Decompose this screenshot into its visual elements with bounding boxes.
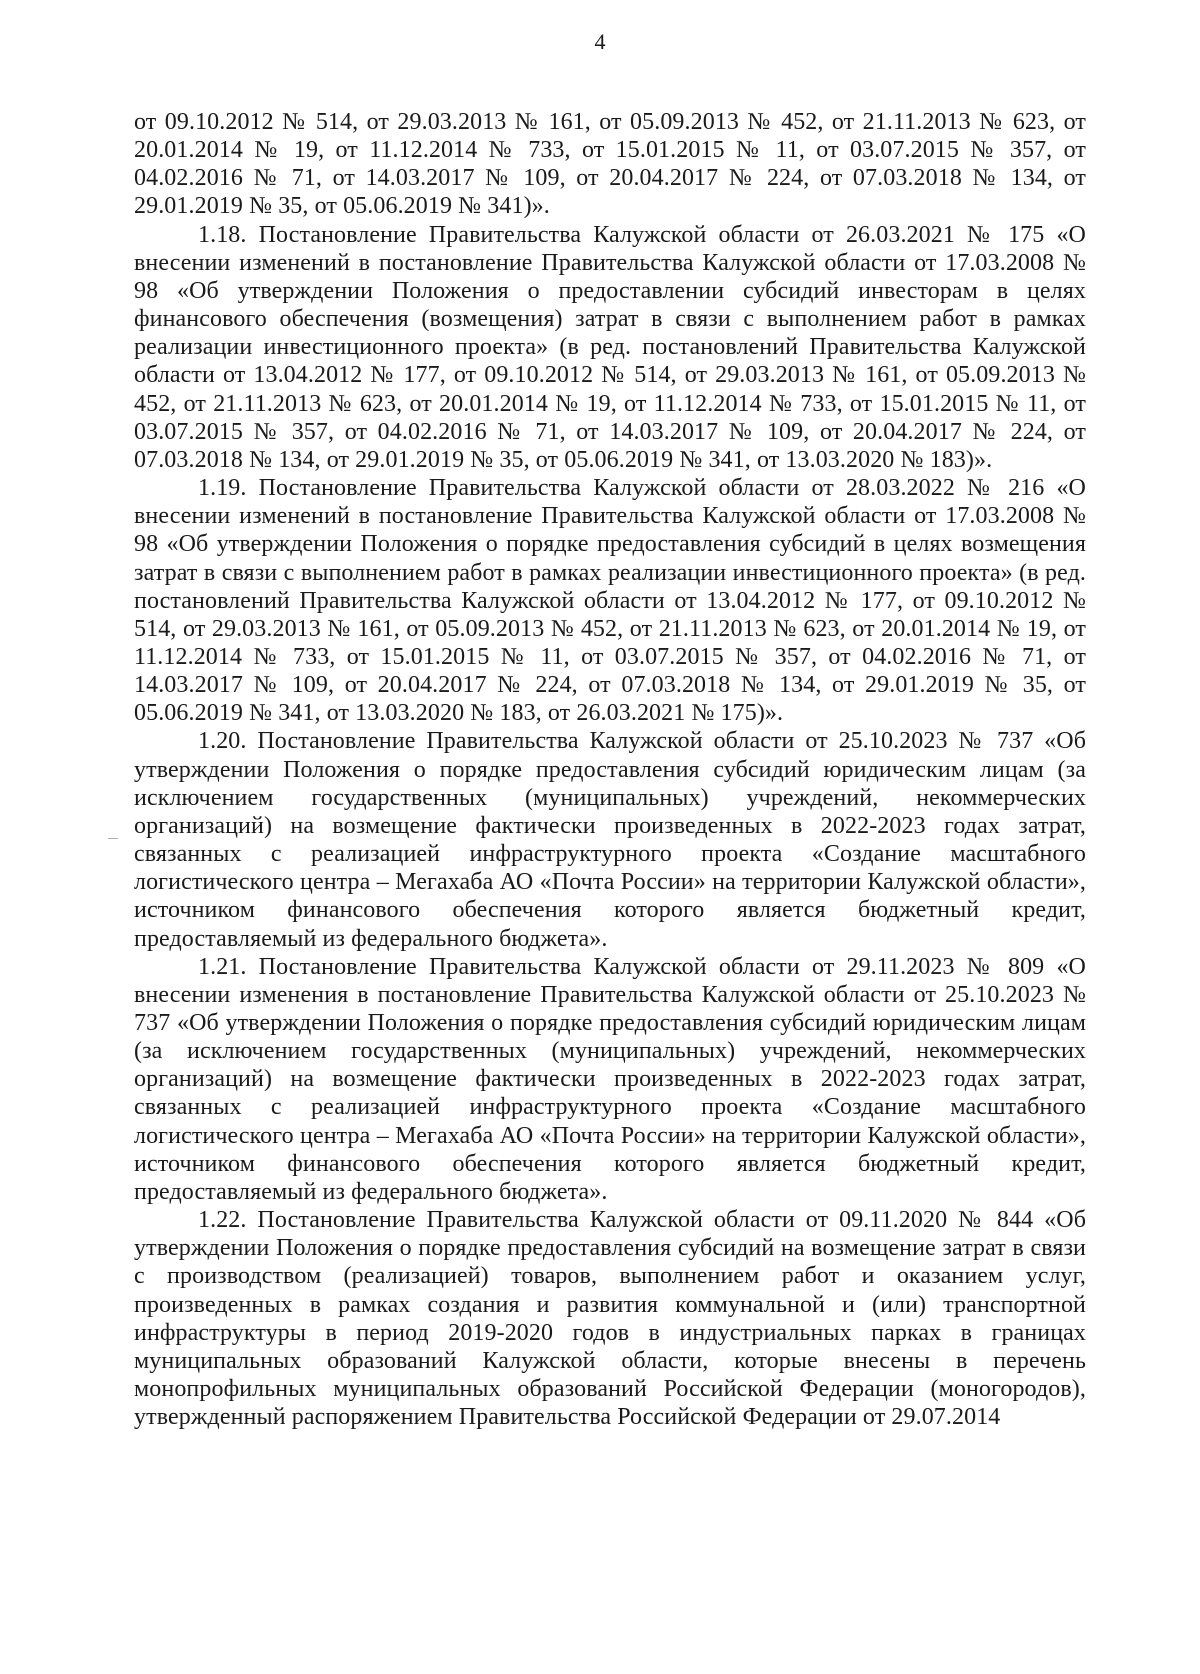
document-body	[134, 108, 1086, 1431]
paragraph-continuation: от 09.10.2012 № 514, от 29.03.2013 № 161, от 05.09.2013 № 452, от 21.11.2013 № 623, от 20.01.2014 № 19, от 11.12.2014 № 733, от 15.01.2015 № 11, от 03.07.2015 № 357, от 04.02.2016 № 71, от 14.03.2017 № 109, от 20.04.2017 № 224, от 07.03.2018 № 134, от 29.01.2019 № 35, от 05.06.2019 № 341)».	[134, 109, 1086, 220]
paragraph-item-1-18: 1.18. Постановление Правительства Калужской области от 26.03.2021 № 175 «О внесении изменений в постановление Правительства Калужской области от 17.03.2008 № 98 «Об утверждении Положения о предоставлении субсидий инвесторам в целях финансового обеспечения (возмещения) затрат в связи с выполнением работ в рамках реализации инвестиционного проекта» (в ред. постановлений Правительства Калужской области от 13.04.2012 № 177, от 09.10.2012 № 514, от 29.03.2013 № 161, от 05.09.2013 № 452, от 21.11.2013 № 623, от 20.01.2014 № 19, от 11.12.2014 № 733, от 15.01.2015 № 11, от 03.07.2015 № 357, от 04.02.2016 № 71, от 14.03.2017 № 109, от 20.04.2017 № 224, от 07.03.2018 № 134, от 29.01.2019 № 35, от 05.06.2019 № 341, от 13.03.2020 № 183)».	[134, 221, 1086, 473]
page-number: 4	[594, 29, 606, 54]
paragraph-item-1-19: 1.19. Постановление Правительства Калужской области от 28.03.2022 № 216 «О внесении изменений в постановление Правительства Калужской области от 17.03.2008 № 98 «Об утверждении Положения о порядке предоставления субсидий в целях возмещения затрат в связи с выполнением работ в рамках реализации инвестиционного проекта» (в ред. постановлений Правительства Калужской области от 13.04.2012 № 177, от 09.10.2012 № 514, от 29.03.2013 № 161, от 05.09.2013 № 452, от 21.11.2013 № 623, от 20.01.2014 № 19, от 11.12.2014 № 733, от 15.01.2015 № 11, от 03.07.2015 № 357, от 04.02.2016 № 71, от 14.03.2017 № 109, от 20.04.2017 № 224, от 07.03.2018 № 134, от 29.01.2019 № 35, от 05.06.2019 № 341, от 13.03.2020 № 183, от 26.03.2021 № 175)».	[134, 475, 1086, 727]
paragraph-item-1-20: 1.20. Постановление Правительства Калужской области от 25.10.2023 № 737 «Об утверждении Положения о порядке предоставления субсидий юридическим лицам (за исключением государственных (муниципальных) учреждений, некоммерческих организаций) на возмещение фактически произведенных в 2022-2023 годах затрат, связанных с реализацией инфраструктурного проекта «Создание масштабного логистического центра – Мегахаба АО «Почта России» на территории Калужской области», источником финансового обеспечения которого является бюджетный кредит, предоставляемый из федерального бюджета».	[134, 728, 1086, 952]
paragraph-item-1-22: 1.22. Постановление Правительства Калужской области от 09.11.2020 № 844 «Об утверждении Положения о порядке предоставления субсидий на возмещение затрат в связи с производством (реализацией) товаров, выполнением работ и оказанием услуг, произведенных в рамках создания и развития коммунальной и (или) транспортной инфраструктуры в период 2019-2020 годов в индустриальных парках в границах муниципальных образований Калужской области, которые внесены в перечень монопрофильных муниципальных образований Российской Федерации (моногородов), утвержденный распоряжением Правительства Российской Федерации от 29.07.2014	[134, 1207, 1086, 1431]
paragraph-item-1-21: 1.21. Постановление Правительства Калужской области от 29.11.2023 № 809 «О внесении изменения в постановление Правительства Калужской области от 25.10.2023 № 737 «Об утверждении Положения о порядке предоставления субсидий юридическим лицам (за исключением государственных (муниципальных) учреждений, некоммерческих организаций) на возмещение фактически произведенных в 2022-2023 годах затрат, связанных с реализацией инфраструктурного проекта «Создание масштабного логистического центра – Мегахаба АО «Почта России» на территории Калужской области», источником финансового обеспечения которого является бюджетный кредит, предоставляемый из федерального бюджета».	[134, 953, 1086, 1205]
margin-mark	[108, 838, 118, 839]
